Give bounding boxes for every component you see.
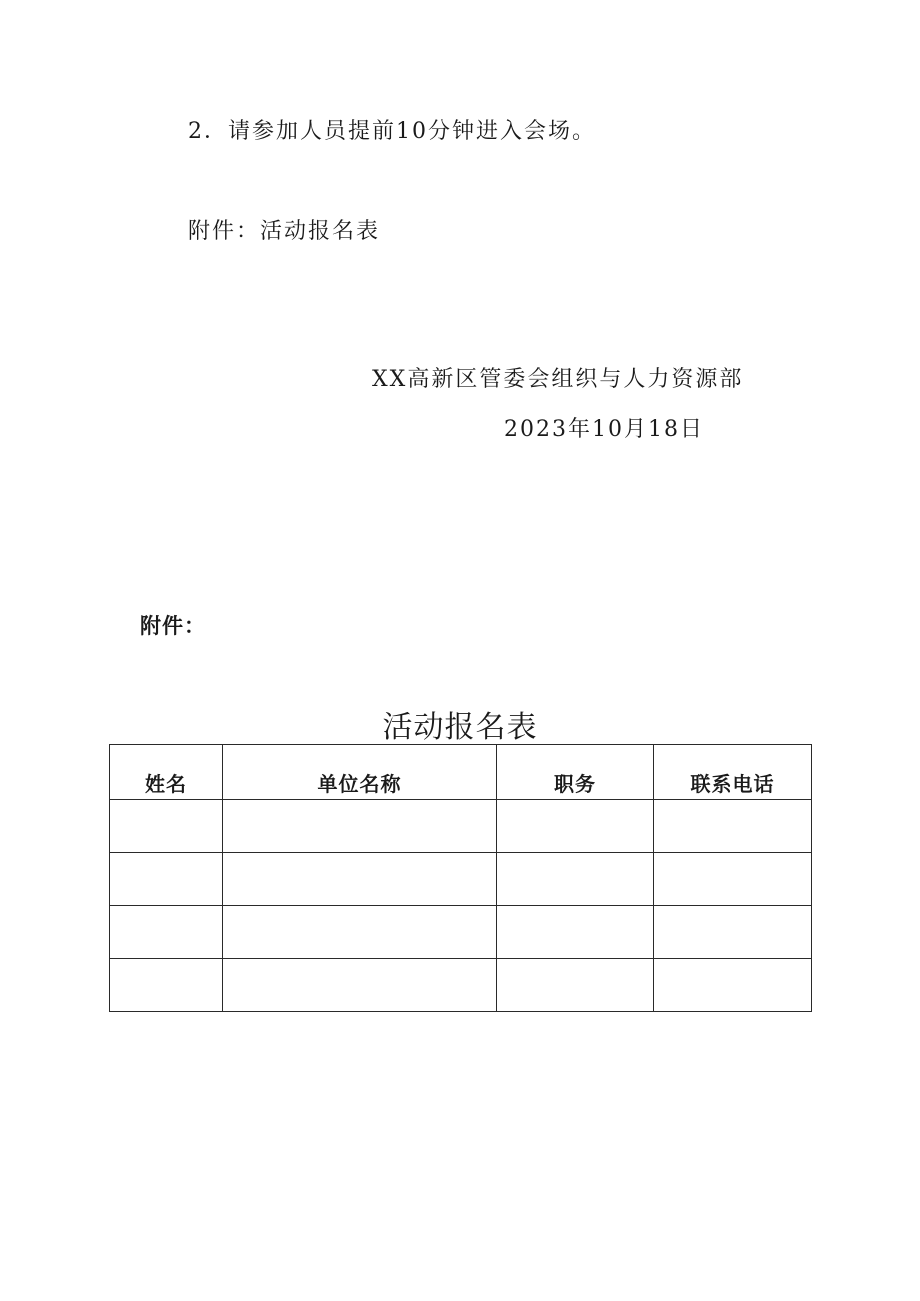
header-phone: 联系电话 (654, 745, 812, 800)
table-cell[interactable] (497, 959, 654, 1012)
table-cell[interactable] (497, 800, 654, 853)
attachment-reference: 附件：活动报名表 (188, 219, 381, 244)
table-row (110, 959, 812, 1012)
header-organization: 单位名称 (223, 745, 497, 800)
issue-date: 2023年10月18日 (504, 417, 704, 442)
table-cell[interactable] (497, 853, 654, 906)
table-cell[interactable] (654, 853, 812, 906)
form-title: 活动报名表 (382, 710, 538, 745)
notice-note: 2．请参加人员提前10分钟进入会场。 (188, 119, 596, 144)
issuing-organization: XX高新区管委会组织与人力资源部 (372, 367, 744, 392)
signup-table (109, 744, 812, 1012)
table-cell[interactable] (110, 906, 223, 959)
table-row (110, 800, 812, 853)
table-header-row (110, 745, 812, 800)
table-cell[interactable] (110, 800, 223, 853)
table-cell[interactable] (223, 800, 497, 853)
table-cell[interactable] (654, 959, 812, 1012)
table-cell[interactable] (654, 906, 812, 959)
table-cell[interactable] (654, 800, 812, 853)
attachment-heading: 附件： (140, 614, 206, 638)
table-cell[interactable] (110, 959, 223, 1012)
table-cell[interactable] (223, 959, 497, 1012)
header-position: 职务 (497, 745, 654, 800)
table-cell[interactable] (497, 906, 654, 959)
table-cell[interactable] (223, 906, 497, 959)
table-cell[interactable] (110, 853, 223, 906)
table-row (110, 853, 812, 906)
table-row (110, 906, 812, 959)
header-name: 姓名 (110, 745, 223, 800)
table-cell[interactable] (223, 853, 497, 906)
